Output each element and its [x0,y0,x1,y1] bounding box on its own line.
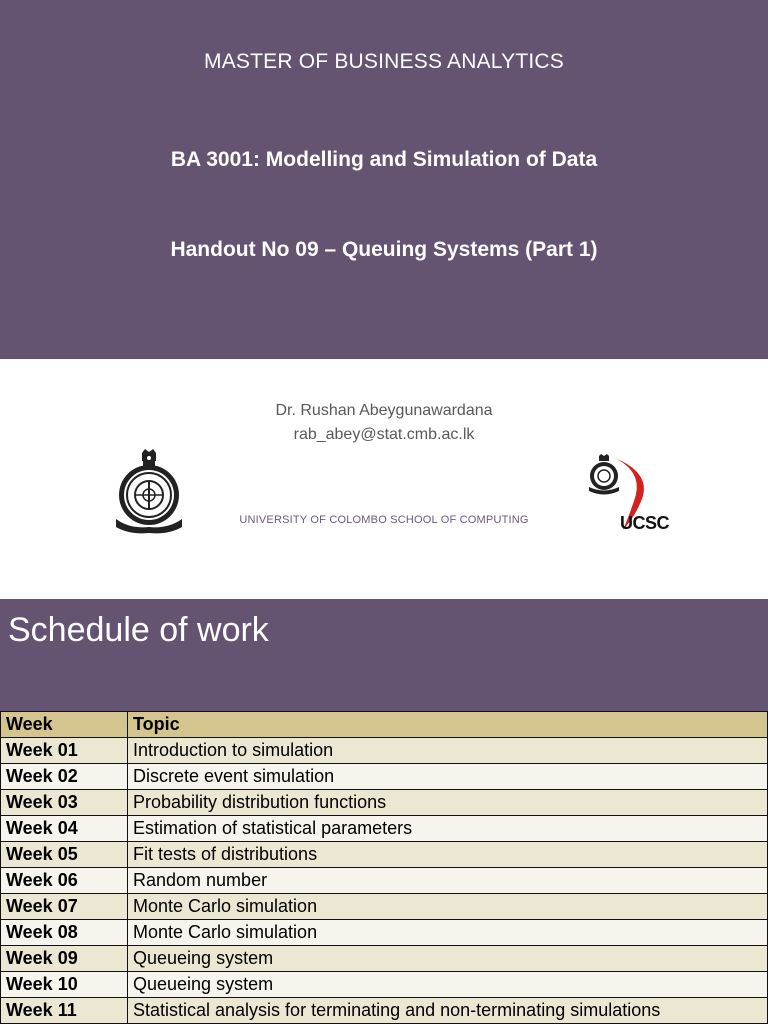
topic-cell: Introduction to simulation [128,738,768,764]
week-cell: Week 02 [1,764,128,790]
topic-cell: Fit tests of distributions [128,842,768,868]
author-email: rab_abey@stat.cmb.ac.lk [293,426,475,443]
table-row [1,868,768,894]
week-cell: Week 05 [1,842,128,868]
week-cell: Week 01 [1,738,128,764]
schedule-table [0,711,768,1024]
topic-cell: Discrete event simulation [128,764,768,790]
handout-title: Handout No 09 – Queuing Systems (Part 1) [170,238,598,261]
topic-cell: Probability distribution functions [128,790,768,816]
week-cell: Week 11 [1,998,128,1024]
topic-cell: Random number [128,868,768,894]
week-cell: Week 07 [1,894,128,920]
table-row [1,920,768,946]
table-row [1,998,768,1024]
table-row [1,790,768,816]
table-row [1,972,768,998]
week-cell: Week 06 [1,868,128,894]
topic-cell: Monte Carlo simulation [128,920,768,946]
ucsc-logo-text: UCSC [620,513,670,533]
title-slide-footer [0,359,768,599]
week-cell: Week 10 [1,972,128,998]
table-header-row [1,712,768,738]
title-slide-banner [0,0,768,359]
table-row [1,894,768,920]
schedule-title: Schedule of work [8,611,269,649]
table-row [1,946,768,972]
table-row [1,842,768,868]
week-cell: Week 09 [1,946,128,972]
week-cell: Week 03 [1,790,128,816]
topic-cell: Estimation of statistical parameters [128,816,768,842]
author-name: Dr. Rushan Abeygunawardana [275,402,493,419]
table-row [1,764,768,790]
table-row [1,738,768,764]
topic-cell: Queueing system [128,946,768,972]
university-name: UNIVERSITY OF COLOMBO SCHOOL OF COMPUTING [239,514,529,526]
week-cell: Week 08 [1,920,128,946]
topic-cell: Queueing system [128,972,768,998]
schedule-header-banner [0,599,768,711]
topic-cell: Statistical analysis for terminating and non-terminating simulations [128,998,768,1024]
table-row [1,816,768,842]
week-cell: Week 04 [1,816,128,842]
course-title: BA 3001: Modelling and Simulation of Data [170,148,598,171]
topic-cell: Monte Carlo simulation [128,894,768,920]
column-header-topic: Topic [128,712,768,738]
program-title: MASTER OF BUSINESS ANALYTICS [204,50,564,73]
column-header-week: Week [1,712,128,738]
